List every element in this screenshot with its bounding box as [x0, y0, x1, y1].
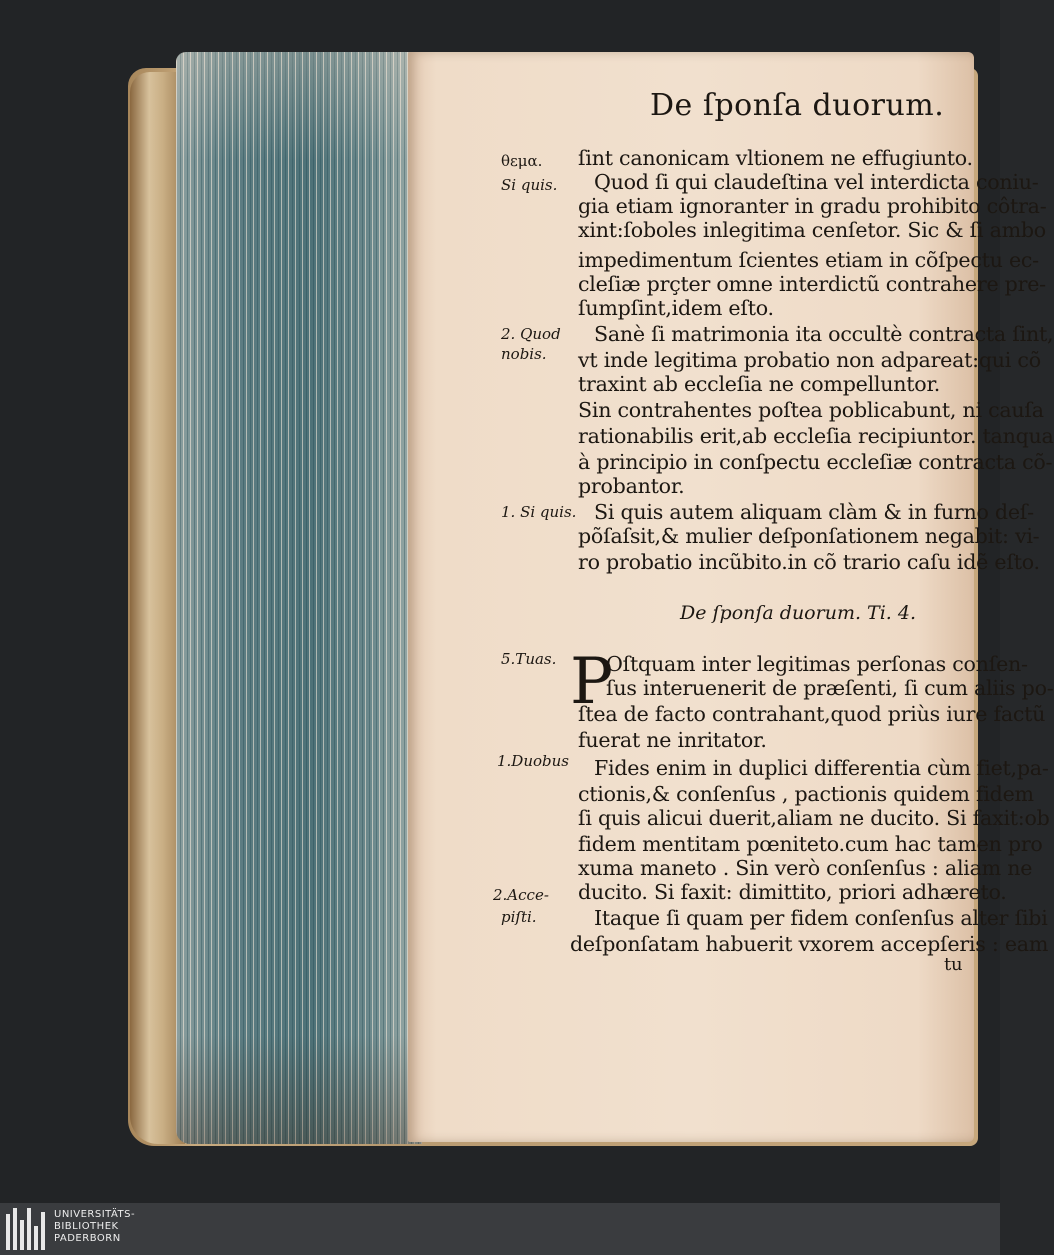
text-line: ſus interuenerit de præſenti, ſi cum aliis po- — [606, 676, 1054, 700]
text-line: traxint ab eccleſia ne compelluntor. — [578, 372, 941, 396]
text-line: ſtea de facto contrahant,quod priùs iure factũ — [578, 702, 1046, 726]
text-line: fidem mentitam pœniteto.cum hac tamen pro — [578, 832, 1043, 856]
text-line: Fides enim in duplici differentia cùm fiet,pa- — [594, 756, 1049, 780]
text-line: põſaſsit,& mulier deſponſationem negabit: vi- — [578, 524, 1040, 548]
text-line: ſi quis alicui duerit,aliam ne ducito. Si faxit:ob — [578, 806, 1050, 830]
text-line: à principio in conſpectu eccleſiæ contracta cõ- — [578, 450, 1053, 474]
catchword: tu — [944, 954, 963, 975]
margin-note: 1.Duobus — [497, 752, 569, 770]
margin-note: 1. Si quis. — [501, 503, 577, 521]
logo-line: PADERBORN — [54, 1233, 121, 1244]
logo-line: BIBLIOTHEK — [54, 1221, 119, 1232]
footer-bar — [0, 1203, 1000, 1255]
margin-note: Si quis. — [501, 176, 558, 194]
text-line: Sin contrahentes poſtea poblicabunt, ni cauſa — [578, 398, 1044, 422]
text-line: ctionis,& conſenſus , pactionis quidem fidem — [578, 782, 1034, 806]
section-heading: De ſponſa duorum. Ti. 4. — [680, 602, 916, 624]
text-line: ſumpſint,idem eſto. — [578, 296, 774, 320]
text-line: cleſiæ prçter omne interdictũ contrahere pre- — [578, 272, 1046, 296]
margin-note: nobis. — [501, 345, 547, 363]
text-line: rationabilis erit,ab eccleſia recipiuntor. tanqua — [578, 424, 1054, 448]
text-line: Itaque ſi quam per fidem conſenſus alter ſibi — [594, 906, 1048, 930]
text-line: Quod ſi qui claudeſtina vel interdicta coniu- — [594, 170, 1039, 194]
logo-line: UNIVERSITÄTS- — [54, 1209, 136, 1220]
library-logo-text — [54, 1209, 135, 1245]
text-line: Si quis autem aliquam clàm & in furno deſ- — [594, 500, 1034, 524]
text-line: Oſtquam inter legitimas perſonas conſen- — [606, 652, 1028, 676]
text-line: fuerat ne inritator. — [578, 728, 767, 752]
page-stack-shade — [176, 52, 422, 1144]
margin-note: 2. Quod — [501, 325, 561, 343]
text-line: deſponſatam habuerit vxorem accepſeris : eam — [570, 932, 1049, 956]
text-line: impedimentum ſcientes etiam in cõſpectu ec- — [578, 248, 1039, 272]
running-head: De ſponſa duorum. — [650, 88, 945, 123]
margin-note: 2.Acce- — [493, 886, 549, 904]
text-line: Sanè ſi matrimonia ita occultè contracta ſint, — [594, 322, 1054, 346]
text-line: xint:ſoboles inlegitima cenſetor. Sic & ſi ambo — [578, 218, 1046, 242]
text-line: vt inde legitima probatio non adpareat:qui cõ — [578, 348, 1041, 372]
text-line: probantor. — [578, 474, 685, 498]
drop-cap: P — [570, 645, 614, 719]
text-line: xuma maneto . Sin verò conſenſus : aliam ne — [578, 856, 1033, 880]
margin-note: 5.Tuas. — [501, 650, 557, 668]
text-line: ducito. Si faxit: dimittito, priori adhæreto. — [578, 880, 1007, 904]
text-line: gia etiam ignoranter in gradu prohibito côtra- — [578, 194, 1047, 218]
margin-note: θεμα. — [501, 152, 543, 170]
text-line: ſint canonicam vltionem ne effugiunto. — [578, 146, 973, 170]
margin-note: piſti. — [501, 908, 537, 926]
text-line: ro probatio incũbito.in cõ trario caſu idẽ eſto. — [578, 550, 1040, 574]
library-logo-icon — [6, 1208, 46, 1250]
